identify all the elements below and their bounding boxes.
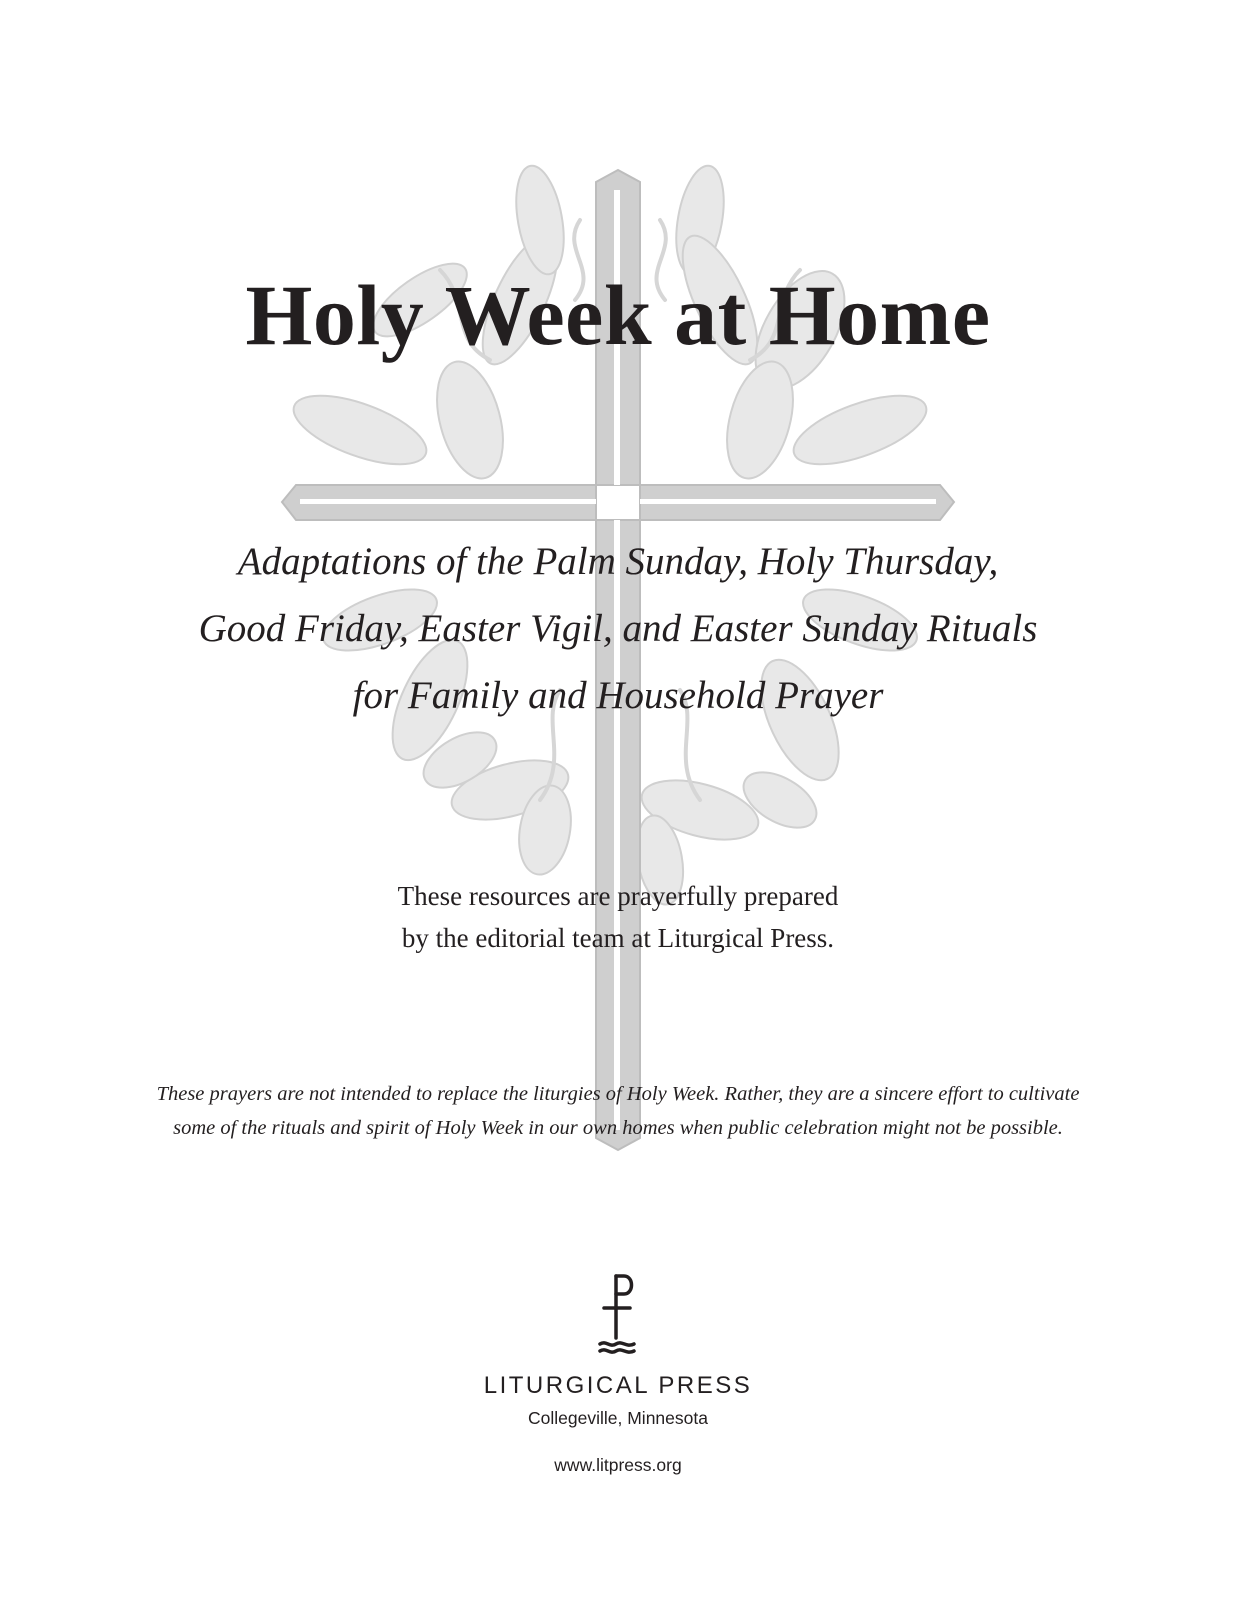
book-subtitle [0,528,1236,729]
disclaimer-line: These prayers are not intended to replace the liturgies of Holy Week. Rather, they are a sincere effort to cultivate [156,1083,1080,1105]
editorial-credit [0,875,1236,959]
publisher-location: Collegeville, Minnesota [528,1408,708,1428]
credit-line: by the editorial team at Liturgical Press. [401,923,835,953]
publisher-name: LITURGICAL PRESS [483,1372,753,1399]
credit-line: These resources are prayerfully prepared [397,881,839,911]
disclaimer-line: some of the rituals and spirit of Holy Week in our own homes when public celebration might not be possible. [173,1117,1063,1139]
subtitle-line: Good Friday, Easter Vigil, and Easter Sunday Rituals [198,607,1038,650]
disclaimer-note [60,1077,1176,1145]
subtitle-line: for Family and Household Prayer [352,674,884,717]
subtitle-line: Adaptations of the Palm Sunday, Holy Thursday, [237,540,999,583]
publisher-website-link[interactable]: www.litpress.org [554,1455,682,1475]
book-title: Holy Week at Home [245,267,991,363]
chi-rho-cross-icon [578,1270,658,1360]
